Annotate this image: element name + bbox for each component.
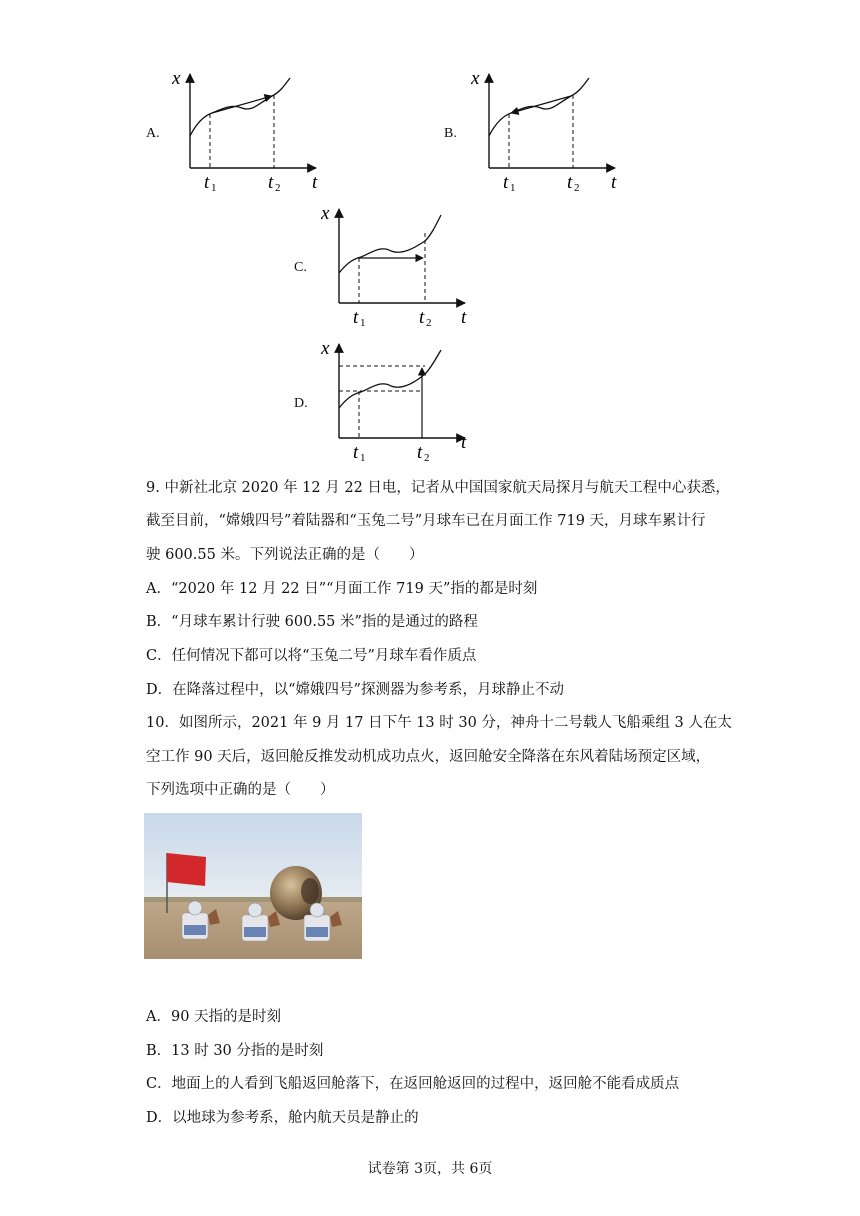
landing-photo bbox=[144, 813, 362, 959]
q10-option-a: A．90 天指的是时刻 bbox=[146, 1009, 282, 1025]
t1-subscript: 1 bbox=[360, 317, 366, 328]
x-axis-label: x bbox=[321, 338, 330, 359]
q9-line-1: 9. 中新社北京 2020 年 12 月 22 日电，记者从中国国家航天局探月与航天工程中心获悉， bbox=[146, 480, 730, 496]
t1-label: t bbox=[353, 307, 359, 328]
q9-option-a: A．“2020 年 12 月 22 日”“月面工作 719 天”指的都是时刻 bbox=[146, 581, 538, 597]
option-a-letter: A. bbox=[146, 126, 160, 141]
t2-subscript: 2 bbox=[574, 182, 580, 193]
t2-subscript: 2 bbox=[275, 182, 281, 193]
x-axis-label: x bbox=[321, 203, 330, 224]
t2-label: t bbox=[567, 172, 573, 193]
landing-scene-image bbox=[144, 813, 362, 959]
displacement-arrow bbox=[511, 96, 571, 113]
q10-line-2: 空工作 90 天后，返回舱反推发动机成功点火，返回舱安全降落在东风着陆场预定区域， bbox=[146, 749, 711, 765]
q9-option-b: B．“月球车累计行驶 600.55 米”指的是通过的路程 bbox=[146, 614, 478, 630]
t2-label: t bbox=[268, 172, 274, 193]
option-c-letter: C. bbox=[294, 260, 307, 275]
t-axis-label: t bbox=[461, 432, 467, 453]
displacement-arrow bbox=[212, 96, 272, 113]
graph-c bbox=[321, 203, 471, 328]
t-axis-label: t bbox=[312, 172, 318, 193]
t-axis-label: t bbox=[611, 172, 617, 193]
t2-subscript: 2 bbox=[424, 452, 430, 463]
t1-label: t bbox=[353, 442, 359, 463]
x-axis-label: x bbox=[471, 68, 480, 89]
q10-option-d: D．以地球为参考系，舱内航天员是静止的 bbox=[146, 1110, 419, 1126]
t2-label: t bbox=[417, 442, 423, 463]
graph-a bbox=[172, 68, 322, 193]
x-axis-label: x bbox=[172, 68, 181, 89]
option-d-letter: D. bbox=[294, 396, 308, 411]
x-t-curve bbox=[339, 350, 441, 408]
q10-line-3: 下列选项中正确的是（ ） bbox=[146, 782, 335, 798]
x-t-curve bbox=[339, 215, 441, 273]
q9-line-3: 驶 600.55 米。下列说法正确的是（ ） bbox=[146, 547, 424, 563]
q10-option-c: C．地面上的人看到飞船返回舱落下，在返回舱返回的过程中，返回舱不能看成质点 bbox=[146, 1076, 680, 1092]
q10-line-1: 10．如图所示，2021 年 9 月 17 日下午 13 时 30 分，神舟十二号载人飞船乘组 3 人在太 bbox=[146, 715, 732, 731]
t2-subscript: 2 bbox=[426, 317, 432, 328]
t1-label: t bbox=[204, 172, 210, 193]
graph-b bbox=[471, 68, 621, 193]
q9-option-d: D．在降落过程中，以“嫦娥四号”探测器为参考系，月球静止不动 bbox=[146, 682, 564, 698]
page-footer: 试卷第 3页，共 6页 bbox=[367, 1161, 493, 1177]
t-axis-label: t bbox=[461, 307, 467, 328]
graph-d bbox=[321, 338, 471, 463]
t2-label: t bbox=[419, 307, 425, 328]
t1-subscript: 1 bbox=[360, 452, 366, 463]
x-t-curve bbox=[190, 78, 290, 136]
t1-subscript: 1 bbox=[211, 182, 217, 193]
q9-option-c: C．任何情况下都可以将“玉兔二号”月球车看作质点 bbox=[146, 648, 477, 664]
option-b-letter: B. bbox=[444, 126, 457, 141]
t1-subscript: 1 bbox=[510, 182, 516, 193]
q10-option-b: B．13 时 30 分指的是时刻 bbox=[146, 1043, 324, 1059]
x-t-curve bbox=[489, 78, 589, 136]
q9-line-2: 截至目前，“嫦娥四号”着陆器和“玉兔二号”月球车已在月面工作 719 天，月球车累计行 bbox=[146, 513, 706, 529]
t1-label: t bbox=[503, 172, 509, 193]
